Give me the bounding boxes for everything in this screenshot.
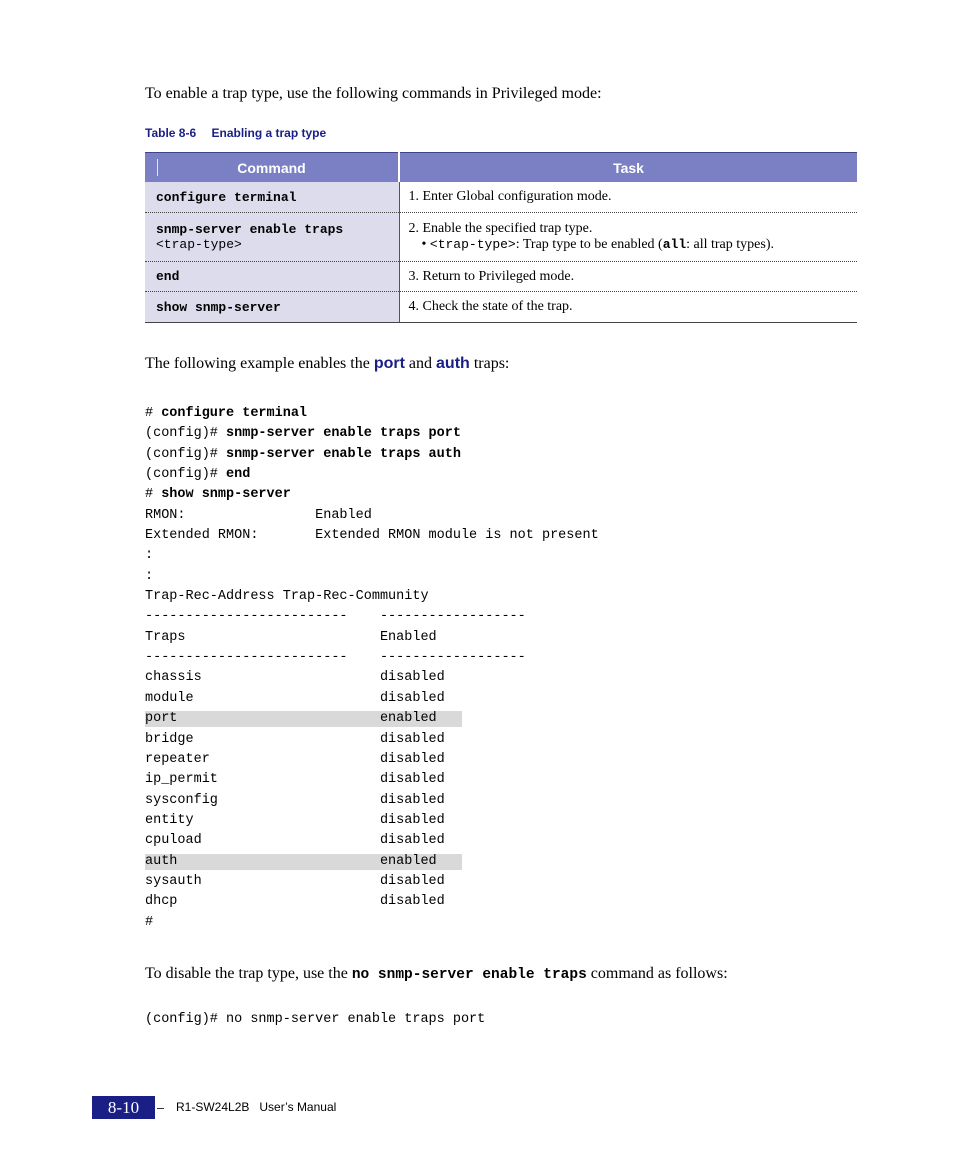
code-line — [145, 587, 845, 607]
code-command: show snmp-server — [161, 487, 291, 503]
code-line — [145, 689, 845, 709]
code-line — [145, 607, 845, 627]
code-line — [145, 546, 845, 566]
task-cell: 1. Enter Global configuration mode. — [399, 182, 857, 213]
bullet-tail: : all trap types). — [686, 237, 774, 252]
code-line — [145, 485, 845, 505]
keyword-port: port — [373, 355, 405, 372]
caption-title: Enabling a trap type — [211, 126, 327, 140]
command-table — [145, 152, 857, 323]
disable-pre: To disable the trap type, use the — [145, 965, 352, 982]
code-prefix: sysconfig disabled — [145, 792, 445, 808]
table-row — [145, 182, 857, 213]
code-line — [145, 404, 845, 424]
footer-manual: User’s Manual — [259, 1100, 337, 1114]
code-prefix: chassis disabled — [145, 670, 445, 686]
task-text: 2. Enable the specified trap type. — [408, 221, 593, 236]
code-line — [145, 831, 845, 851]
caption-number: Table 8-6 — [145, 126, 197, 140]
table-row — [145, 262, 857, 292]
code-prefix: (config)# — [145, 467, 227, 483]
code-prefix: Traps Enabled — [145, 629, 437, 645]
intro-text: To enable a trap type, use the following commands in Privileged mode: — [145, 85, 602, 102]
footer-title — [176, 1100, 336, 1114]
code-prefix: Trap-Rec-Address Trap-Rec-Community — [145, 589, 429, 605]
code-line — [145, 770, 845, 790]
code-prefix: cpuload disabled — [145, 833, 445, 849]
task-bullet: • <trap-type>: Trap type to be enabled (all: all trap types). — [421, 237, 774, 252]
disable-example: (config)# no snmp-server enable traps port — [145, 1012, 486, 1027]
code-prefix: sysauth disabled — [145, 873, 445, 889]
header-task: Task — [399, 153, 857, 183]
code-line — [145, 892, 845, 912]
code-prefix: (config)# — [145, 426, 227, 442]
code-prefix: ------------------------- ------------------ — [145, 650, 526, 666]
code-command: snmp-server enable traps port — [226, 426, 461, 442]
code-prefix: : — [145, 568, 154, 584]
code-prefix: RMON: Enabled — [145, 507, 372, 523]
code-line — [145, 526, 845, 546]
code-prefix: # — [145, 487, 162, 503]
code-command: end — [226, 467, 251, 483]
code-line — [145, 709, 845, 729]
disable-post: command as follows: — [586, 965, 728, 982]
bullet-all: all — [662, 237, 687, 252]
code-line — [145, 567, 845, 587]
example-text — [145, 355, 509, 373]
code-prefix: port enabled — [145, 711, 437, 727]
bullet-arg: <trap-type> — [429, 237, 516, 252]
code-prefix: (config)# — [145, 446, 227, 462]
code-command: configure terminal — [161, 406, 308, 421]
code-line — [145, 730, 845, 750]
command-text: show snmp-server — [156, 299, 281, 315]
code-prefix: ip_permit disabled — [145, 772, 445, 788]
example-post: traps: — [469, 355, 510, 372]
code-line — [145, 628, 845, 648]
page-number: 8-10 — [92, 1096, 155, 1119]
keyword-auth: auth — [436, 355, 470, 372]
code-prefix: dhcp disabled — [145, 894, 445, 910]
command-cell — [145, 262, 399, 292]
command-cell — [145, 182, 399, 213]
code-line — [145, 872, 845, 892]
disable-text — [145, 965, 728, 983]
code-prefix: entity disabled — [145, 812, 445, 828]
code-prefix: # — [145, 406, 162, 421]
code-prefix: ------------------------- ------------------ — [145, 609, 526, 625]
command-text: end — [156, 269, 180, 284]
code-prefix: : — [145, 548, 154, 564]
example-mid: and — [404, 355, 437, 372]
command-cell — [145, 213, 399, 262]
command-cell — [145, 292, 399, 323]
code-prefix: repeater disabled — [145, 751, 445, 767]
code-line — [145, 648, 845, 668]
bullet-text: : Trap type to be enabled ( — [515, 237, 663, 252]
code-line — [145, 465, 845, 485]
command-arg: <trap-type> — [156, 237, 242, 252]
example-pre: The following example enables the — [145, 355, 374, 372]
command-text: configure terminal — [156, 189, 297, 205]
header-command: Command — [145, 153, 399, 183]
code-prefix: # — [145, 914, 154, 930]
code-line — [145, 811, 845, 831]
disable-command: no snmp-server enable traps — [351, 967, 587, 983]
table-caption — [145, 126, 326, 140]
code-line — [145, 424, 845, 444]
code-line — [145, 852, 845, 872]
task-cell — [399, 213, 857, 262]
code-line — [145, 668, 845, 688]
code-block — [145, 404, 845, 933]
table-row — [145, 292, 857, 323]
code-prefix: auth enabled — [145, 853, 437, 869]
task-cell: 4. Check the state of the trap. — [399, 292, 857, 323]
code-command: snmp-server enable traps auth — [226, 446, 461, 462]
code-line — [145, 445, 845, 465]
code-line — [145, 750, 845, 770]
task-cell: 3. Return to Privileged mode. — [399, 262, 857, 292]
footer-divider — [157, 1108, 164, 1109]
code-prefix: bridge disabled — [145, 731, 445, 747]
code-prefix: Extended RMON: Extended RMON module is not present — [145, 528, 599, 544]
code-line — [145, 506, 845, 526]
code-line — [145, 791, 845, 811]
code-prefix: module disabled — [145, 690, 445, 706]
footer-product: R1-SW24L2B — [176, 1100, 250, 1114]
code-line — [145, 913, 845, 933]
table-row — [145, 213, 857, 262]
command-text: snmp-server enable traps — [156, 222, 344, 237]
